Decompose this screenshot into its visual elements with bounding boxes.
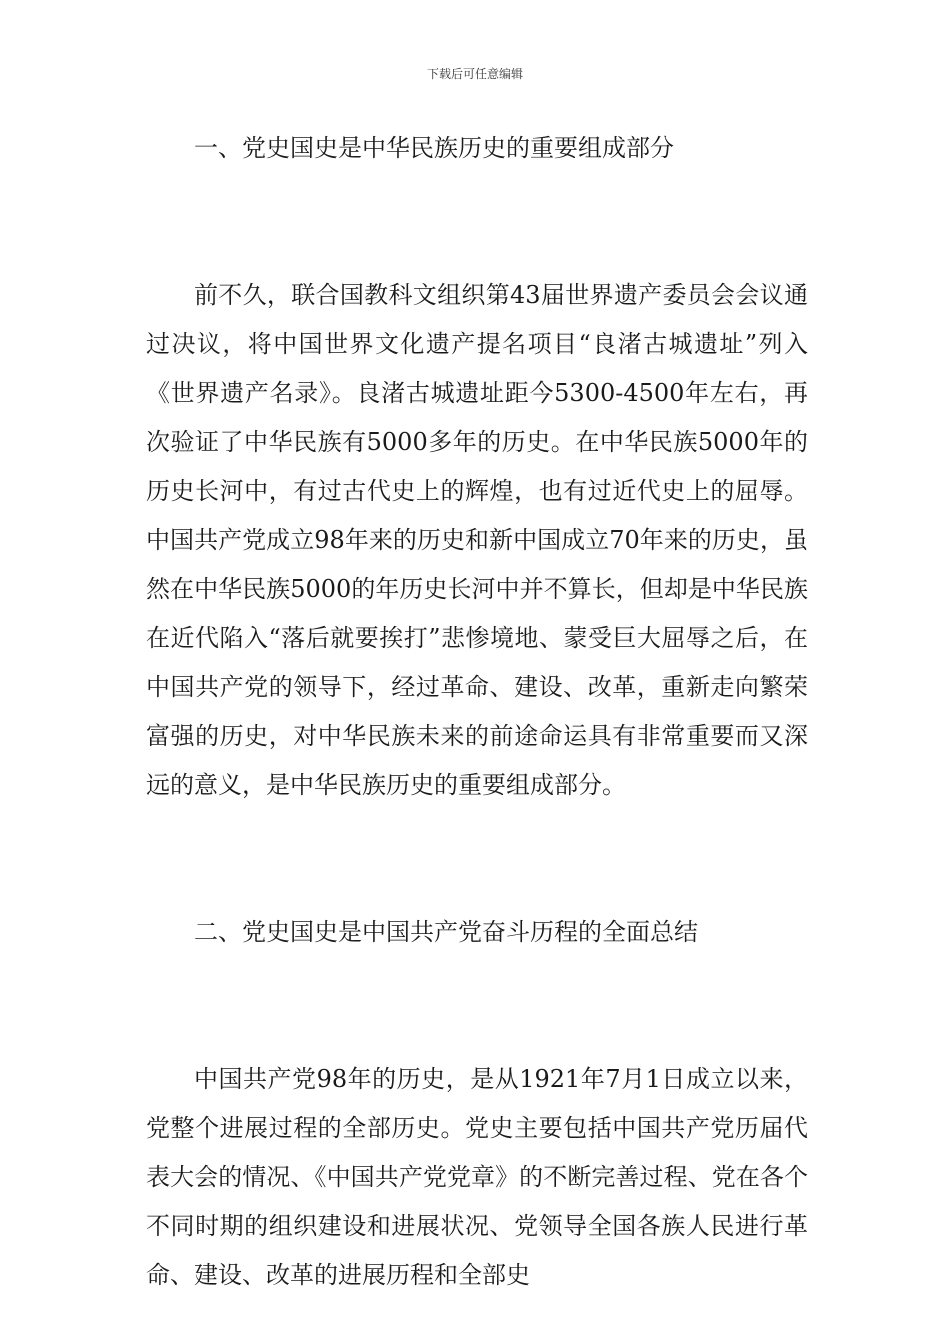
spacer bbox=[146, 173, 808, 222]
spacer bbox=[146, 957, 808, 1006]
document-body bbox=[146, 124, 808, 1300]
section-heading-2: 二、党史国史是中国共产党奋斗历程的全面总结 bbox=[194, 918, 698, 946]
spacer bbox=[146, 810, 808, 859]
section-paragraph-1: 前不久，联合国教科文组织第43届世界遗产委员会会议通过决议，将中国世界文化遗产提名项目“良渚古城遗址”列入《世界遗产名录》。良渚古城遗址距今5300-4500年左右，再次验证了中华民族有5000多年的历史。在中华民族5000年的历史长河中，有过古代史上的辉煌，也有过近代史上的屈辱。中国共产党成立98年来的历史和新中国成立70年来的历史，虽然在中华民族5000的年历史长河中并不算长，但却是中华民族在近代陷入“落后就要挨打”悲惨境地、蒙受巨大屈辱之后，在中国共产党的领导下，经过革命、建设、改革，重新走向繁荣富强的历史，对中华民族未来的前途命运具有非常重要而又深远的意义，是中华民族历史的重要组成部分。 bbox=[146, 281, 808, 799]
section-heading-1: 一、党史国史是中华民族历史的重要组成部分 bbox=[194, 134, 674, 162]
spacer bbox=[146, 222, 808, 271]
page-header-note: 下载后可任意编辑 bbox=[426, 67, 523, 81]
spacer bbox=[146, 1006, 808, 1055]
section-paragraph-2: 中国共产党98年的历史，是从1921年7月1日成立以来，党整个进展过程的全部历史。党史主要包括中国共产党历届代表大会的情况、《中国共产党党章》的不断完善过程、党在各个不同时期的组织建设和进展状况、党领导全国各族人民进行革命、建设、改革的进展历程和全部史 bbox=[146, 1065, 808, 1289]
spacer bbox=[146, 859, 808, 908]
